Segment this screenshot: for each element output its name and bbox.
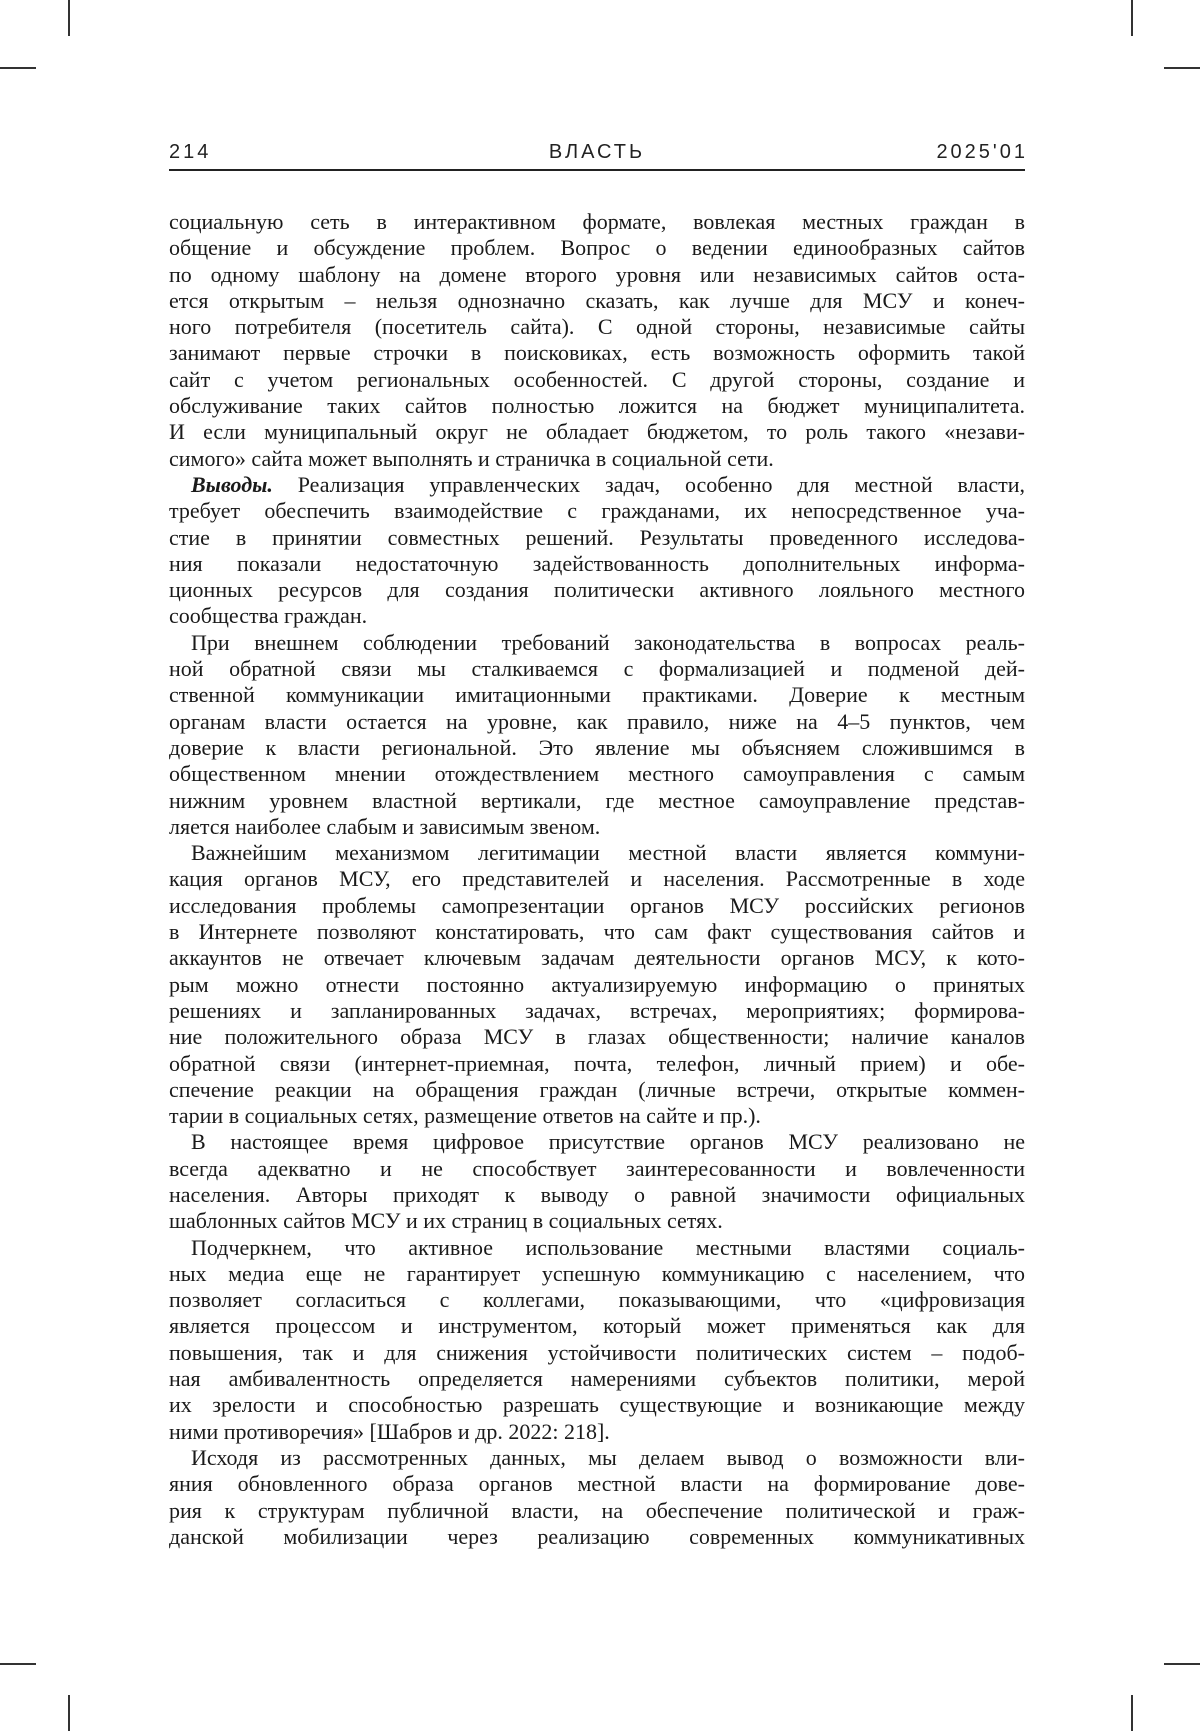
text-line: шаблонных сайтов МСУ и их страниц в социальных сетях. [169,1208,1025,1234]
paragraph [169,1129,1025,1234]
text-line: рым можно отнести постоянно актуализируемую информацию о принятых [169,972,1025,998]
paragraph [169,1445,1025,1550]
text-line: При внешнем соблюдении требований законодательства в вопросах реаль- [169,630,1025,656]
text-line: повышения, так и для снижения устойчивости политических систем – подоб- [169,1340,1025,1366]
text-line: всегда адекватно и не способствует заинтересованности и вовлеченности [169,1156,1025,1182]
text-line: ние положительного образа МСУ в глазах общественности; наличие каналов [169,1024,1025,1050]
text-line: общественном мнении отождествлением местного самоуправления с самым [169,761,1025,787]
text-line: ственной коммуникации имитационными практиками. Доверие к местным [169,682,1025,708]
text-line: нижним уровнем властной вертикали, где местное самоуправление представ- [169,788,1025,814]
text-line: ется открытым – нельзя однозначно сказать, как лучше для МСУ и конеч- [169,288,1025,314]
text-line: сайт с учетом региональных особенностей. С другой стороны, создание и [169,367,1025,393]
text-line: данской мобилизации через реализацию современных коммуникативных [169,1524,1025,1550]
crop-mark [0,67,36,69]
body-text [169,209,1025,1550]
text-line: по одному шаблону на домене второго уровня или независимых сайтов оста- [169,262,1025,288]
text-line: ной обратной связи мы сталкиваемся с формализацией и подменой дей- [169,656,1025,682]
text-line: кация органов МСУ, его представителей и населения. Рассмотренные в ходе [169,866,1025,892]
text-line: яния обновленного образа органов местной власти на формирование дове- [169,1471,1025,1497]
text-line: занимают первые строчки в поисковиках, есть возможность оформить такой [169,340,1025,366]
text-line: аккаунтов не отвечает ключевым задачам деятельности органов МСУ, к кото- [169,945,1025,971]
crop-mark [1131,1695,1133,1731]
text-line: общение и обсуждение проблем. Вопрос о ведении единообразных сайтов [169,235,1025,261]
text-line: в Интернете позволяют констатировать, что сам факт существования сайтов и [169,919,1025,945]
text-line: органам власти остается на уровне, как правило, ниже на 4–5 пунктов, чем [169,709,1025,735]
line-text: Реализация управленческих задач, особенно для местной власти, [273,472,1025,497]
lead-heading: Выводы. [191,472,273,497]
paragraph [169,1235,1025,1445]
text-line: Подчеркнем, что активное использование местными властями социаль- [169,1235,1025,1261]
paragraph [169,840,1025,1129]
text-line: социальную сеть в интерактивном формате, вовлекая местных граждан в [169,209,1025,235]
text-line: является процессом и инструментом, который может применяться как для [169,1313,1025,1339]
paragraph [169,630,1025,840]
text-line: ния показали недостаточную задействованность дополнительных информа- [169,551,1025,577]
text-line: В настоящее время цифровое присутствие органов МСУ реализовано не [169,1129,1025,1155]
crop-mark [1164,67,1200,69]
text-line: Исходя из рассмотренных данных, мы делаем вывод о возможности вли- [169,1445,1025,1471]
text-line: ционных ресурсов для создания политически активного лояльного местного [169,577,1025,603]
crop-mark [0,1663,36,1665]
text-line: ных медиа еще не гарантирует успешную коммуникацию с населением, что [169,1261,1025,1287]
issue-number: 2025'01 [936,141,1028,164]
text-line: спечение реакции на обращения граждан (личные встречи, открытые коммен- [169,1077,1025,1103]
text-line: решениях и запланированных задачах, встречах, мероприятиях; формирова- [169,998,1025,1024]
text-line: ними противоречия» [Шабров и др. 2022: 218]. [169,1419,1025,1445]
text-line: их зрелости и способностью разрешать существующие и возникающие между [169,1392,1025,1418]
text-line: симого» сайта может выполнять и страничка в социальной сети. [169,446,1025,472]
crop-mark [1164,1663,1200,1665]
text-line: обратной связи (интернет-приемная, почта, телефон, личный прием) и обе- [169,1051,1025,1077]
text-line: доверие к власти региональной. Это явление мы объясняем сложившимся в [169,735,1025,761]
crop-mark [68,0,70,36]
text-line: обслуживание таких сайтов полностью ложится на бюджет муниципалитета. [169,393,1025,419]
text-line: сообщества граждан. [169,603,1025,629]
text-line: ного потребителя (посетитель сайта). С одной стороны, независимые сайты [169,314,1025,340]
text-line: ная амбивалентность определяется намерениями субъектов политики, мерой [169,1366,1025,1392]
page-number: 214 [169,141,211,164]
paragraph [169,472,1025,630]
text-line: тарии в социальных сетях, размещение ответов на сайте и пр.). [169,1103,1025,1129]
running-header [169,139,1025,171]
text-line: позволяет согласиться с коллегами, показывающими, что «цифровизация [169,1287,1025,1313]
journal-title: ВЛАСТЬ [169,141,1025,164]
paragraph [169,209,1025,472]
text-line [169,472,1025,498]
text-line: рия к структурам публичной власти, на обеспечение политической и граж- [169,1498,1025,1524]
crop-mark [68,1695,70,1731]
text-line: И если муниципальный округ не обладает бюджетом, то роль такого «незави- [169,419,1025,445]
text-line: Важнейшим механизмом легитимации местной власти является коммуни- [169,840,1025,866]
text-line: стие в принятии совместных решений. Результаты проведенного исследова- [169,525,1025,551]
text-line: исследования проблемы самопрезентации органов МСУ российских регионов [169,893,1025,919]
crop-mark [1131,0,1133,36]
text-line: населения. Авторы приходят к выводу о равной значимости официальных [169,1182,1025,1208]
text-line: требует обеспечить взаимодействие с гражданами, их непосредственное уча- [169,498,1025,524]
text-line: ляется наиболее слабым и зависимым звеном. [169,814,1025,840]
